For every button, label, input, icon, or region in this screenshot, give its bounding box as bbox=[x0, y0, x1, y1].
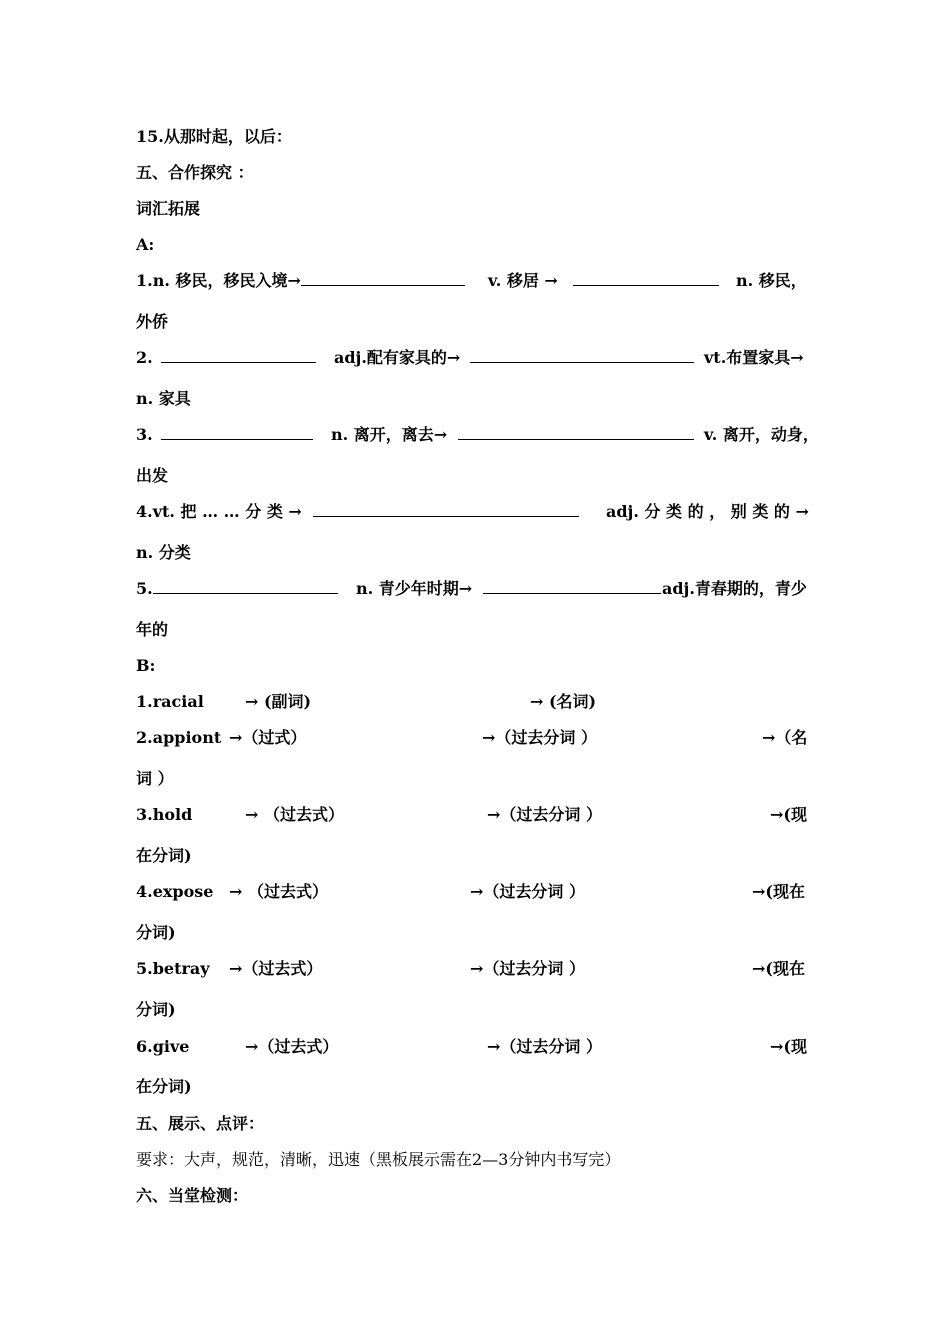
a2-mid1: adj.配有家具的→ bbox=[334, 348, 461, 367]
b3-p1: → （过去式） bbox=[245, 805, 344, 824]
a2-prefix: 2. bbox=[136, 348, 153, 367]
a3-blank-1[interactable] bbox=[161, 425, 313, 440]
vocab-title: 词汇拓展 bbox=[136, 199, 201, 218]
a3-blank-2[interactable] bbox=[458, 425, 694, 440]
b6-cont: 在分词) bbox=[136, 1077, 192, 1096]
a3-prefix: 3. bbox=[136, 425, 153, 444]
a5-mid1: n. 青少年时期→ bbox=[356, 579, 473, 598]
a1-prefix: 1.n. 移民，移民入境→ bbox=[136, 271, 301, 290]
a5-blank-1-wrap bbox=[153, 579, 338, 599]
b4-p2: →（过去分词 ） bbox=[470, 882, 585, 901]
b3-word: 3.hold bbox=[136, 805, 193, 824]
part-a-label: A: bbox=[136, 235, 155, 254]
a1-mid2: n. 移民， bbox=[736, 271, 807, 290]
a3-cont: 出发 bbox=[136, 466, 169, 485]
b2-p2: →（过去分词 ） bbox=[482, 728, 597, 747]
a1-blank-2[interactable] bbox=[573, 271, 719, 286]
section-5b-title: 五、展示、点评： bbox=[136, 1114, 265, 1133]
b4-word: 4.expose bbox=[136, 882, 214, 901]
a3-mid1: n. 离开，离去→ bbox=[331, 425, 448, 444]
b5-cont: 分词) bbox=[136, 1000, 176, 1019]
b5-word: 5.betray bbox=[136, 959, 210, 978]
b1-p1: → (副词) bbox=[245, 692, 312, 711]
a2-blank-2[interactable] bbox=[470, 348, 694, 363]
b1-p2: → (名词) bbox=[530, 692, 597, 711]
section-6-title: 六、当堂检测： bbox=[136, 1186, 249, 1205]
section-5-title: 五、合作探究 ： bbox=[136, 163, 254, 182]
b6-p2: →（过去分词 ） bbox=[487, 1037, 602, 1056]
a3-mid2: v. 离开，动身， bbox=[704, 425, 819, 444]
a5-prefix: 5. bbox=[136, 579, 153, 598]
part-b-label: B: bbox=[136, 656, 156, 675]
a2-blank-1-wrap bbox=[161, 348, 316, 368]
b5-p1: →（过去式） bbox=[229, 959, 323, 978]
b1-word: 1.racial bbox=[136, 692, 204, 711]
b4-p1: → （过去式） bbox=[229, 882, 328, 901]
b4-cont: 分词) bbox=[136, 923, 176, 942]
a1-line bbox=[136, 271, 465, 291]
b2-cont: 词 ） bbox=[136, 769, 174, 788]
b4-p3: →(现在 bbox=[752, 882, 805, 901]
b6-p1: →（过去式） bbox=[245, 1037, 339, 1056]
a3-blank-2-wrap bbox=[458, 425, 694, 445]
a5-mid2: adj.青春期的，青少 bbox=[662, 579, 807, 598]
requirement-text: 要求：大声，规范，清晰，迅速（黑板展示需在2—3分钟内书写完） bbox=[136, 1150, 621, 1169]
a5-cont: 年的 bbox=[136, 620, 169, 639]
b5-p3: →(现在 bbox=[752, 959, 805, 978]
b2-p1: →（过式） bbox=[229, 728, 307, 747]
a2-mid2: vt.布置家具→ bbox=[704, 348, 804, 367]
a4-cont: n. 分类 bbox=[136, 543, 191, 562]
a2-cont: n. 家具 bbox=[136, 389, 191, 408]
a5-blank-2[interactable] bbox=[483, 579, 661, 594]
b3-p3: →(现 bbox=[770, 805, 807, 824]
b6-p3: →(现 bbox=[770, 1037, 807, 1056]
a5-blank-2-wrap bbox=[483, 579, 661, 599]
a1-mid1: v. 移居 → bbox=[488, 271, 558, 290]
a2-blank-1[interactable] bbox=[161, 348, 316, 363]
a5-blank-1[interactable] bbox=[153, 579, 338, 594]
b3-p2: →（过去分词 ） bbox=[487, 805, 602, 824]
a1-blank-2-wrap bbox=[573, 271, 719, 291]
a1-blank-1[interactable] bbox=[301, 271, 465, 286]
a4-mid1: adj. 分 类 的 ， 别 类 的 → bbox=[606, 502, 809, 521]
b2-p3: →（名 bbox=[762, 728, 808, 747]
a1-cont: 外侨 bbox=[136, 312, 169, 331]
a2-blank-2-wrap bbox=[470, 348, 694, 368]
a4-prefix: 4.vt. 把 … … 分 类 → bbox=[136, 502, 302, 521]
a4-blank-1[interactable] bbox=[313, 502, 579, 517]
a3-blank-1-wrap bbox=[161, 425, 313, 445]
b6-word: 6.give bbox=[136, 1037, 190, 1056]
b2-word: 2.appiont bbox=[136, 728, 222, 747]
a4-blank-1-wrap bbox=[313, 502, 579, 522]
item-15: 15.从那时起，以后： bbox=[136, 127, 292, 146]
b5-p2: →（过去分词 ） bbox=[470, 959, 585, 978]
b3-cont: 在分词) bbox=[136, 846, 192, 865]
